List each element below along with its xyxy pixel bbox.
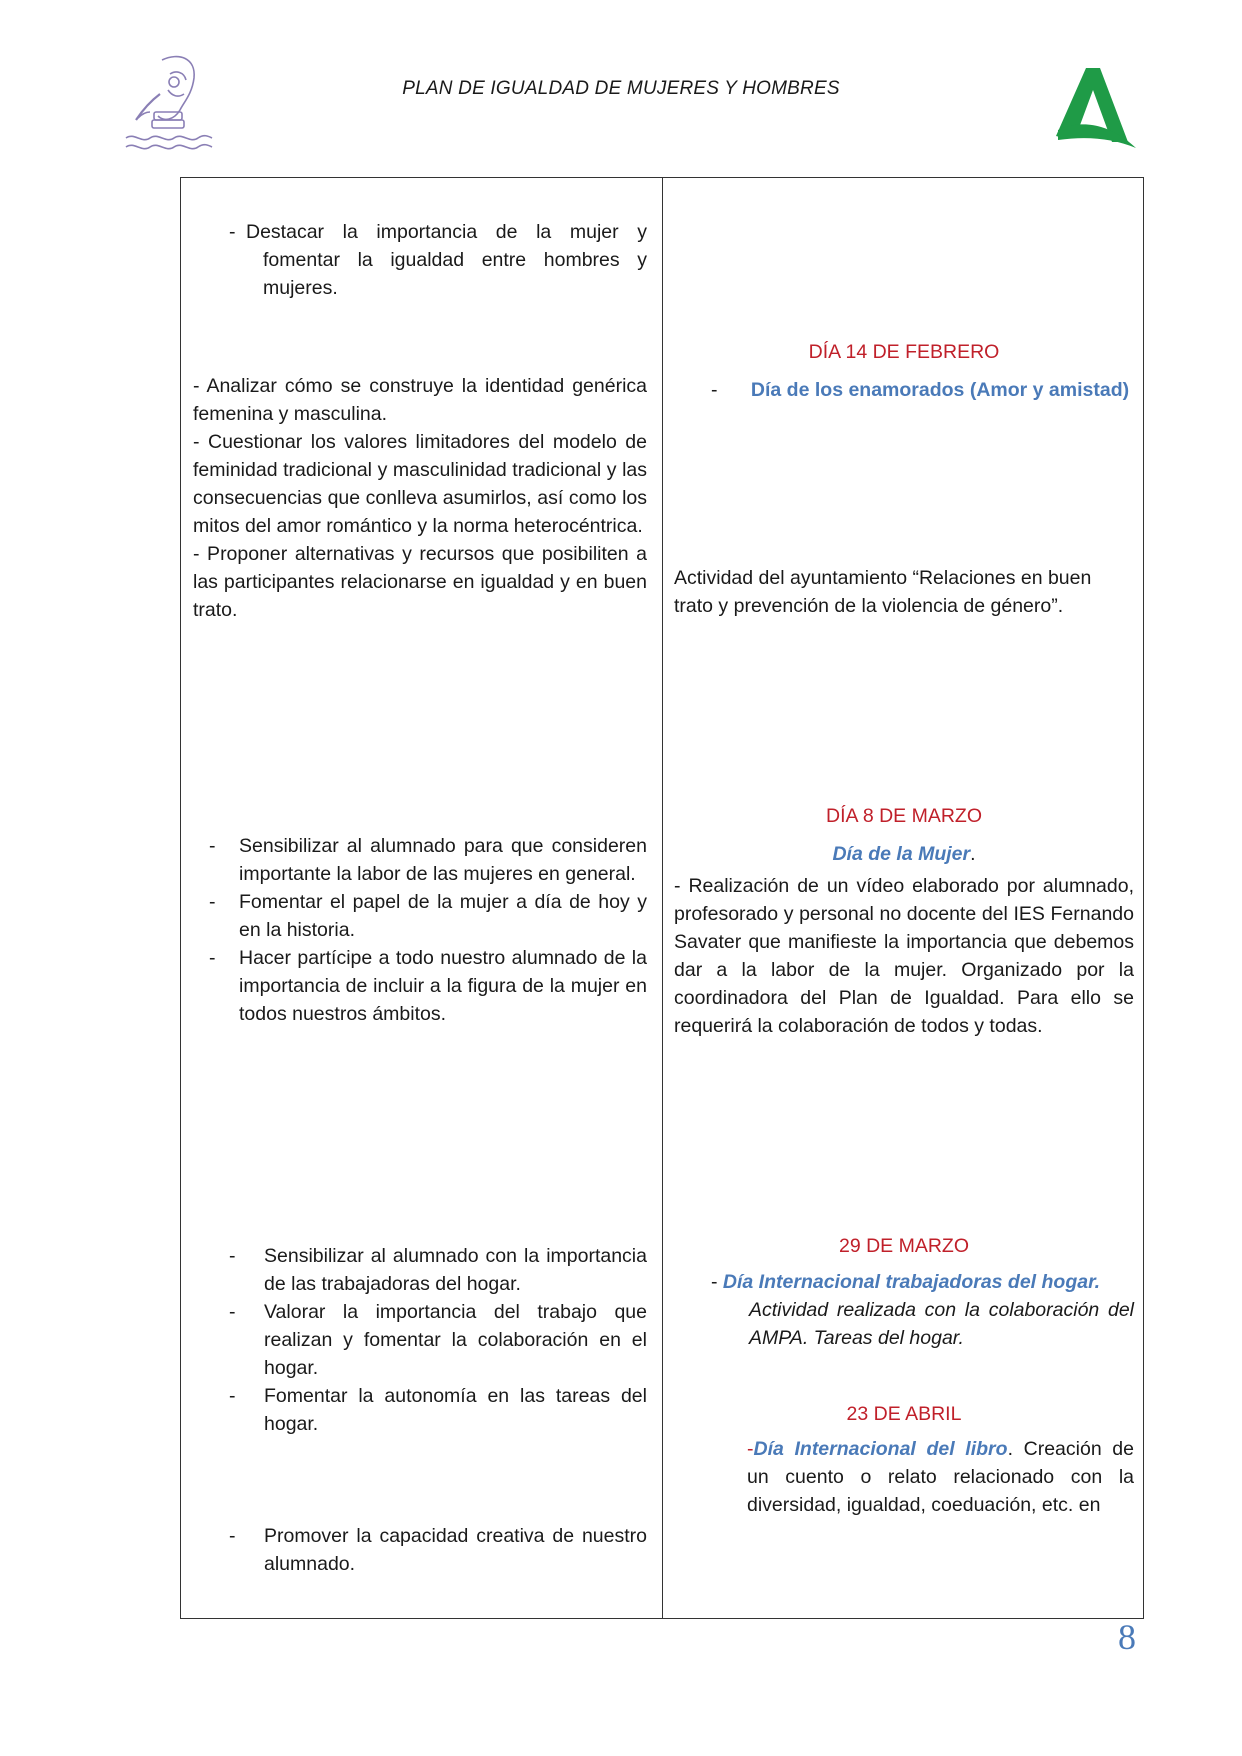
objective-text: Destacar la importancia de la mujer y fomentar la igualdad entre hombres y mujeres. (246, 221, 647, 299)
event-mar29 (711, 1268, 1134, 1352)
objective-paragraph: - Cuestionar los valores limitadores del modelo de feminidad tradicional y masculinidad tradicional y las consecuencias que conlleva asumirlos, así como los mitos del amor romántico y la norma heterocéntrica. (193, 431, 647, 537)
bullet-dash: - (209, 947, 216, 969)
date-heading-mar8: DÍA 8 DE MARZO (825, 805, 983, 827)
event-title: Día Internacional trabajadoras del hogar. (722, 1271, 1101, 1293)
bullet-dash: - (229, 1301, 236, 1323)
objective-text: Sensibilizar al alumnado para que consideren importante la labor de las mujeres en general. (239, 835, 647, 885)
objective-text: Fomentar la autonomía en las tareas del hogar. (264, 1385, 647, 1435)
objective-text: Fomentar el papel de la mujer a día de hoy y en la historia. (239, 891, 647, 941)
bullet-dash: - (209, 891, 216, 913)
bullet-dash: - (229, 1385, 236, 1407)
objective-block-2 (193, 372, 647, 624)
bullet-dash: - (711, 379, 718, 401)
page-number: 8 (1118, 1617, 1136, 1657)
event-title: Día Internacional del libro (753, 1438, 1008, 1460)
school-logo (124, 50, 214, 155)
objective-item (229, 218, 647, 302)
event-description: Actividad realizada con la colaboración del AMPA. Tareas del hogar. (749, 1299, 1134, 1349)
activity-feb14: Actividad del ayuntamiento “Relaciones en buen trato y prevención de la violencia de género”. (674, 567, 1092, 617)
objective-text: Valorar la importancia del trabajo que realizan y fomentar la colaboración en el hogar. (264, 1301, 647, 1379)
objective-text: Sensibilizar al alumnado con la importancia de las trabajadoras del hogar. (264, 1245, 647, 1295)
event-title: Día de la Mujer (832, 843, 971, 865)
event-title: Día de los enamorados (Amor y amistad) (750, 379, 1130, 401)
event-apr23 (747, 1435, 1134, 1519)
bullet-dash: - (747, 1438, 754, 1460)
date-heading-apr23: 23 DE ABRIL (846, 1403, 962, 1425)
date-heading-feb14: DÍA 14 DE FEBRERO (808, 341, 1000, 363)
objective-item (229, 1522, 647, 1578)
objective-text: Promover la capacidad creativa de nuestro alumnado. (264, 1525, 647, 1575)
bullet-dash: - (209, 835, 216, 857)
event-feb14 (711, 376, 1131, 404)
bullet-dash: - (711, 1271, 718, 1293)
activity-mar8: - Realización de un vídeo elaborado por alumnado, profesorado y personal no docente del IES Fernando Savater que manifieste la importancia que debemos dar a la labor de la mujer. Organizado por la coordinadora del Plan de Igualdad. Para ello se requerirá la colaboración de todos y todas. (674, 875, 1134, 1037)
document-title: PLAN DE IGUALDAD DE MUJERES Y HOMBRES (402, 78, 840, 99)
objective-item (209, 832, 647, 888)
objective-text: Hacer partícipe a todo nuestro alumnado de la importancia de incluir a la figura de la mujer en todos nuestros ámbitos. (239, 947, 647, 1025)
objective-item (209, 888, 647, 944)
bullet-dash: - (229, 1525, 236, 1547)
objective-item (229, 1242, 647, 1298)
objective-block-1 (229, 218, 647, 302)
bullet-dash: - (229, 1245, 236, 1267)
event-description: . Creación de un cuento o relato relacionado con la diversidad, igualdad, coeduación, etc. en (747, 1438, 1134, 1516)
bullet-dash: - (229, 221, 236, 243)
event-mar8 (663, 840, 1145, 868)
objective-paragraph: - Proponer alternativas y recursos que posibiliten a las participantes relacionarse en igualdad y en buen trato. (193, 543, 647, 621)
objective-item (229, 1298, 647, 1382)
objective-item (209, 944, 647, 1028)
objective-item (229, 1382, 647, 1438)
activities-table (180, 177, 1144, 1619)
date-heading-mar29: 29 DE MARZO (838, 1235, 970, 1257)
objective-block-5 (229, 1522, 647, 1578)
objective-block-3 (209, 832, 647, 1028)
objective-block-4 (229, 1242, 647, 1438)
event-title-end: . (970, 843, 976, 865)
junta-andalucia-logo (1050, 64, 1138, 150)
objective-paragraph: - Analizar cómo se construye la identidad genérica femenina y masculina. (193, 375, 647, 425)
